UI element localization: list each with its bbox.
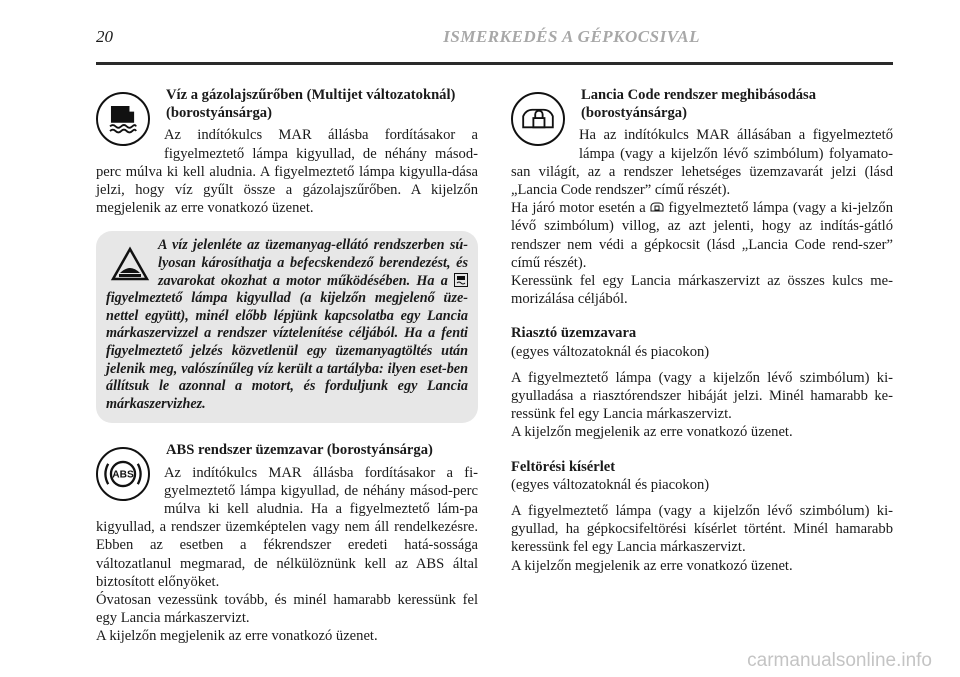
lancia-code-body-2a: Ha járó motor esetén a [511,200,646,217]
water-filter-inline-icon [454,273,468,287]
running-head: ISMERKEDÉS A GÉPKOCSIVAL [443,27,700,46]
lancia-code-body-3: Keressünk fel egy Lancia márkaszervizt az összes kulcs me-morizálása céljából. [511,273,893,308]
page-number: 20 [96,27,113,46]
alarm-body-2: A kijelzőn megjelenik az erre vonatkozó üzenet. [511,424,793,441]
right-column [511,86,893,589]
lancia-code-body-2 [511,199,893,272]
abs-section-body: Az indítókulcs MAR állásba fordításakor a fi-gyelmeztető lámpa kigyullad, de néhány másod-perc múlva ki kell aludnia. Ha a figyelmeztető lám-pa kigyullad, a rendszer üzemképtelen vagy nem áll rendelkezésre. Ebben az esetben a fékrendszer eredeti hatá-sossága változatlanul megmarad, de nélkülöznünk kell az ABS által biztosított előnyöket. [96,464,478,590]
water-section-body: Az indítókulcs MAR állásba fordításakor a figyelmeztető lámpa kigyullad, de néhány másod-perc múlva ki kell aludnia. A figyelmeztető lámpa kigyulla-dása jelzi, hogy víz gyűlt össze a gázolajszűrőben. A kijelzőn megjelenik az erre vonatkozó üzenet. [96,127,478,217]
water-in-filter-section [96,86,478,217]
break-in-section [511,458,893,575]
lancia-code-section [511,86,893,308]
warning-text-b: figyelmeztető lámpa kigyullad (a kijelzőn megjelenő üze-nettel együtt), minél előbb lépjünk kapcsolatba egy Lancia márkaszervizzel a rendszer víztelenítése céljából. Ha a fenti figyelmeztető jelzés közvetlenül egy üzemanyagtöltés után jelenik meg, valószínűleg víz került a tartályba: ilyen eset-ben állítsuk le azonnal a motort, és forduljunk egy Lancia márkaszervizhez. [106,290,468,412]
break-in-title: Feltörési kísérlet [511,458,616,475]
lancia-code-body: Ha az indítókulcs MAR állásában a figyelmeztető lámpa (vagy a kijelzőn lévő szimbólum) folyamato-san világít, az a rendszer lehetséges üzemzavarát jelzi (lásd „Lancia Code rendszer” című részét). [511,127,893,199]
left-column [96,86,478,660]
break-in-subtitle: (egyes változatoknál és piacokon) [511,476,710,493]
alarm-section [511,324,893,441]
abs-section-body-3: A kijelzőn megjelenik az erre vonatkozó üzenet. [96,628,378,645]
water-in-fuel-filter-icon [96,92,150,146]
alarm-body: A figyelmeztető lámpa (vagy a kijelzőn lévő szimbólum) ki-gyulladása a riasztórendszer hibáját jelzi. Minél hamarabb ke-ressünk fel egy Lancia márkaszervizt. [511,369,893,423]
abs-section [96,441,478,645]
water-section-title: Víz a gázolajszűrőben (Multijet változatoknál) (borostyánsárga) [166,87,456,122]
alarm-subtitle: (egyes változatoknál és piacokon) [511,343,710,360]
lancia-code-inline-icon [650,200,664,214]
watermark: carmanualsonline.info [747,650,932,671]
lancia-code-title: Lancia Code rendszer meghibásodása (borostyánsárga) [581,87,817,122]
abs-icon-label: ABS [112,470,134,482]
warning-triangle-icon [110,245,150,285]
warning-text-a: A víz jelenléte az üzemanyag-ellátó rendszerben sú-lyosan károsíthatja a befecskendező berendezést, és zavarokat okozhat a motor működésében. Ha a [158,237,468,289]
abs-warning-icon [96,447,150,501]
break-in-body-2: A kijelzőn megjelenik az erre vonatkozó üzenet. [511,557,793,574]
alarm-title: Riasztó üzemzavara [511,325,637,342]
header-rule [96,62,893,65]
abs-section-title: ABS rendszer üzemzavar (borostyánsárga) [166,442,433,459]
break-in-body: A figyelmeztető lámpa (vagy a kijelzőn lévő szimbólum) ki-gyullad, ha gépkocsifeltörési kísérlet történt. Minél hamarabb keressünk fel egy Lancia márkaszervizt. [511,503,893,556]
water-warning-box [96,231,478,423]
abs-section-body-2: Óvatosan vezessünk tovább, és minél hamarabb keressünk fel egy Lancia márkaszervizt. [96,591,478,627]
lancia-code-body-2b: figyelmeztető lámpa (vagy a ki-jelzőn lévő szimbólum) villog, az azt jelenti, hogy az indítás-gátló rendszer nem védi a gépkocsit (lásd „Lancia Code rend-szer” című részét). [511,200,894,271]
lancia-code-icon [511,92,565,146]
